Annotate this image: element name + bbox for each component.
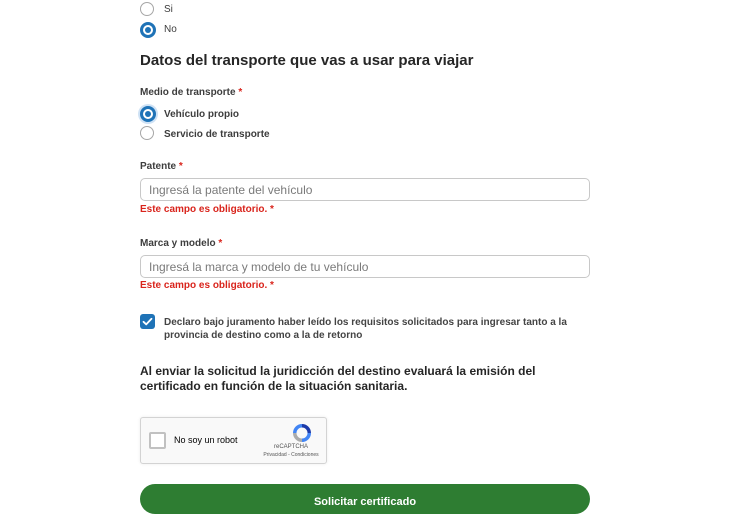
radio-si[interactable] [140,2,154,16]
recaptcha-links[interactable]: Privacidad - Condiciones [263,452,319,458]
check-icon [140,314,155,329]
required-mark: * [218,238,223,249]
error-mark: * [270,280,274,291]
required-mark: * [238,87,243,98]
notice-text: Al enviar la solicitud la juridicción del destino evaluará la emisión del certificado en función de la situación sanitaria. [140,364,536,393]
recaptcha-widget [140,417,327,464]
marca-error-text: Este campo es obligatorio. [140,280,268,291]
radio-no[interactable] [140,22,156,38]
recaptcha-label: No soy un robot [174,435,238,445]
patente-label-text: Patente [140,161,177,172]
marca-label-text: Marca y modelo [140,238,216,249]
radio-vehiculo-propio[interactable] [140,106,156,122]
declaration-checkbox[interactable] [140,314,155,329]
marca-modelo-input[interactable] [140,255,590,278]
recaptcha-checkbox[interactable] [149,432,166,449]
patente-error-text: Este campo es obligatorio. [140,204,268,215]
radio-si-label: Si [164,4,173,15]
recaptcha-logo-icon [291,422,313,444]
transport-label-text: Medio de transporte [140,87,236,98]
radio-servicio-transporte[interactable] [140,126,154,140]
radio-vehiculo-propio-label: Vehículo propio [164,109,240,120]
marca-label [140,238,222,249]
radio-servicio-transporte-label: Servicio de transporte [164,129,270,140]
section-title: Datos del transporte que vas a usar para viajar [140,52,474,69]
error-mark: * [270,204,274,215]
submit-button[interactable]: Solicitar certificado [140,484,590,514]
marca-error [140,280,274,291]
patente-input[interactable] [140,178,590,201]
required-mark: * [178,161,183,172]
declaration-text: Declaro bajo juramento haber leído los requisitos solicitados para ingresar tanto a la provincia de destino como a la de retorno [164,317,567,341]
radio-no-label: No [164,24,177,35]
patente-label [140,161,183,172]
recaptcha-brand: reCAPTCHA [273,444,308,450]
patente-error [140,204,274,215]
transport-label [140,87,242,98]
